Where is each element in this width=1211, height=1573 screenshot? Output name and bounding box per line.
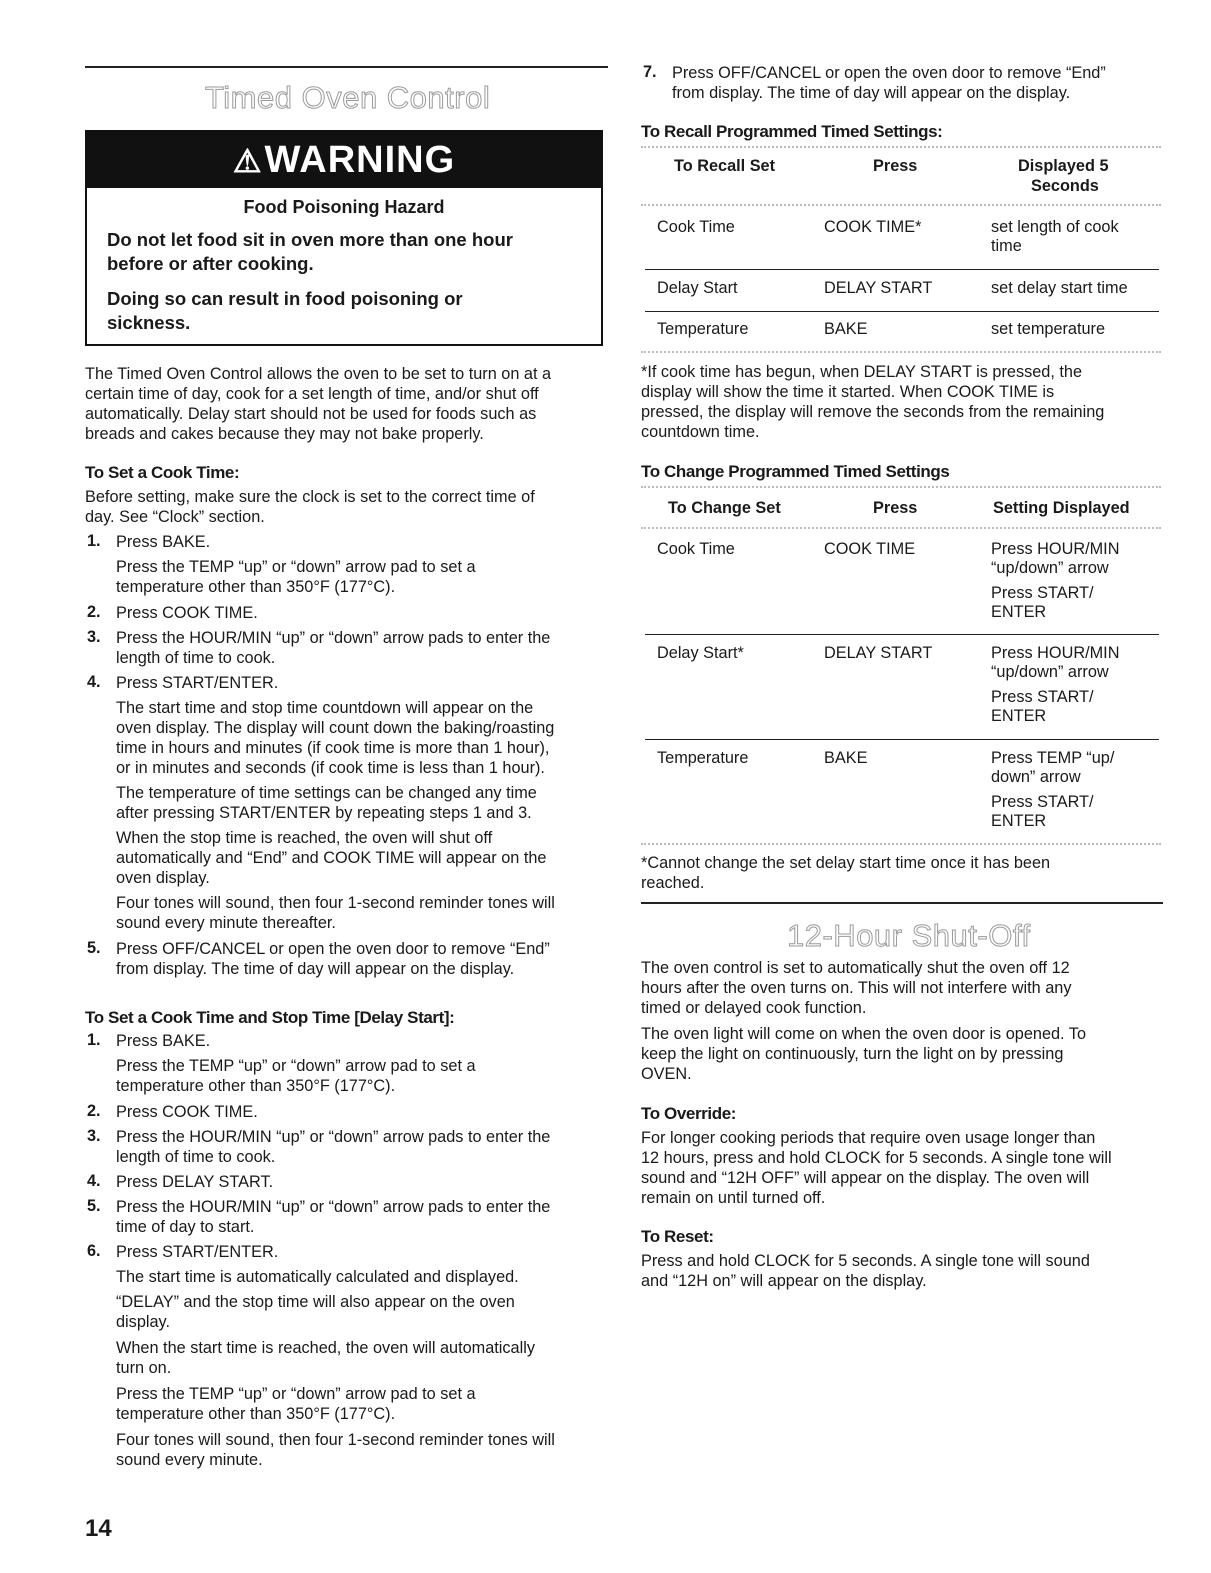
table-divider bbox=[641, 146, 1161, 150]
table-cell: BAKE bbox=[824, 749, 868, 767]
step-text: or in minutes and seconds (if cook time is less than 1 hour). bbox=[116, 759, 545, 777]
recall-header-press: Press bbox=[873, 157, 918, 175]
table-cell: Temperature bbox=[657, 320, 749, 338]
table-cell: ENTER bbox=[991, 707, 1047, 725]
step-text: Press OFF/CANCEL or open the oven door to remove “End” bbox=[116, 940, 550, 958]
step-number: 4. bbox=[87, 673, 101, 691]
step-text: Press the HOUR/MIN “up” or “down” arrow pads to enter the bbox=[116, 629, 551, 647]
table-cell: Cook Time bbox=[657, 540, 735, 558]
reset-paragraph: Press and hold CLOCK for 5 seconds. A single tone will sound and “12H on” will appear on the display. bbox=[641, 1252, 1090, 1290]
table-cell: down” arrow bbox=[991, 768, 1081, 786]
recall-header-displayed: Displayed 5 bbox=[1018, 157, 1109, 175]
table-cell: COOK TIME* bbox=[824, 218, 922, 236]
table-cell: Cook Time bbox=[657, 218, 735, 236]
table-cell: time bbox=[991, 237, 1022, 255]
step-number: 1. bbox=[87, 532, 101, 550]
warning-label: WARNING bbox=[264, 139, 456, 181]
table-row-rule bbox=[645, 739, 1159, 740]
change-header-press: Press bbox=[873, 499, 918, 517]
step-text: turn on. bbox=[116, 1359, 172, 1377]
top-rule bbox=[85, 66, 608, 68]
warning-box bbox=[85, 130, 603, 346]
table-cell: ENTER bbox=[991, 812, 1047, 830]
table-cell: Delay Start* bbox=[657, 644, 744, 662]
change-header-set: To Change Set bbox=[668, 499, 781, 517]
step-text: The start time and stop time countdown will appear on the bbox=[116, 699, 534, 717]
step-text: time of day to start. bbox=[116, 1218, 255, 1236]
table-divider bbox=[641, 351, 1161, 355]
table-divider bbox=[641, 527, 1161, 531]
step-text: temperature other than 350°F (177°C). bbox=[116, 1077, 396, 1095]
table-cell: COOK TIME bbox=[824, 540, 916, 558]
table-cell: set delay start time bbox=[991, 279, 1128, 297]
step-text: The temperature of time settings can be changed any time bbox=[116, 784, 537, 802]
step-text: “DELAY” and the stop time will also appear on the oven bbox=[116, 1293, 515, 1311]
step-text: Press BAKE. bbox=[116, 533, 211, 551]
step-text: sound every minute. bbox=[116, 1451, 263, 1469]
step-text: temperature other than 350°F (177°C). bbox=[116, 578, 396, 596]
intro-paragraph: The Timed Oven Control allows the oven to be set to turn on at a certain time of day, cook for a set length of time, and/or shut off automatically. Delay start should not be used for foods such as breads and cakes because they may not bake properly. bbox=[85, 365, 552, 443]
step-text: Press DELAY START. bbox=[116, 1173, 274, 1191]
change-heading: To Change Programmed Timed Settings bbox=[641, 462, 950, 481]
recall-heading: To Recall Programmed Timed Settings: bbox=[641, 122, 943, 141]
table-cell: Delay Start bbox=[657, 279, 738, 297]
step-number: 7. bbox=[643, 63, 657, 81]
step-number: 3. bbox=[87, 1127, 101, 1145]
step-text: Press START/ENTER. bbox=[116, 674, 279, 692]
step-number: 2. bbox=[87, 1102, 101, 1120]
step-text: sound every minute thereafter. bbox=[116, 914, 336, 932]
reset-heading: To Reset: bbox=[641, 1227, 714, 1246]
warning-banner bbox=[87, 132, 601, 188]
table-cell: BAKE bbox=[824, 320, 868, 338]
table-cell: DELAY START bbox=[824, 644, 933, 662]
warning-text: sickness. bbox=[107, 312, 191, 333]
step-text: temperature other than 350°F (177°C). bbox=[116, 1405, 396, 1423]
step-number: 5. bbox=[87, 1197, 101, 1215]
step-text: Press OFF/CANCEL or open the oven door to remove “End” bbox=[672, 64, 1106, 82]
step-text: Press COOK TIME. bbox=[116, 604, 258, 622]
step-number: 4. bbox=[87, 1172, 101, 1190]
table-cell: “up/down” arrow bbox=[991, 559, 1109, 577]
cook-time-intro: Before setting, make sure the clock is set to the correct time of day. See “Clock” section. bbox=[85, 488, 535, 526]
step-text: The start time is automatically calculated and displayed. bbox=[116, 1268, 519, 1286]
step-text: Four tones will sound, then four 1-second reminder tones will bbox=[116, 894, 555, 912]
shutoff-paragraph-1: The oven control is set to automatically shut the oven off 12 hours after the oven turns on. This will not interfere with any timed or delayed cook function. bbox=[641, 959, 1072, 1017]
step-text: length of time to cook. bbox=[116, 1148, 276, 1166]
table-row-rule bbox=[645, 634, 1159, 635]
section-title: Timed Oven Control bbox=[205, 80, 491, 115]
warning-triangle-icon: ⚠ bbox=[232, 143, 263, 179]
shutoff-paragraph-2: The oven light will come on when the oven door is opened. To keep the light on continuously, turn the light on by pressing OVEN. bbox=[641, 1025, 1086, 1083]
table-divider bbox=[641, 843, 1161, 847]
table-cell: set length of cook bbox=[991, 218, 1119, 236]
table-cell: DELAY START bbox=[824, 279, 933, 297]
table-cell: Press HOUR/MIN bbox=[991, 540, 1120, 558]
table-divider bbox=[641, 204, 1161, 208]
step-text: from display. The time of day will appear on the display. bbox=[672, 84, 1071, 102]
section-rule bbox=[641, 902, 1163, 904]
step-text: Press the HOUR/MIN “up” or “down” arrow pads to enter the bbox=[116, 1198, 551, 1216]
step-text: time in hours and minutes (if cook time is more than 1 hour), bbox=[116, 739, 550, 757]
override-paragraph: For longer cooking periods that require oven usage longer than 12 hours, press and hold CLOCK for 5 seconds. A single tone will sound and “12H OFF” will appear on the display. The oven will remain on until turned off. bbox=[641, 1129, 1112, 1207]
table-row-rule bbox=[645, 311, 1159, 312]
override-heading: To Override: bbox=[641, 1104, 737, 1123]
step-text: Press the TEMP “up” or “down” arrow pad to set a bbox=[116, 1385, 476, 1403]
table-cell: Press START/ bbox=[991, 688, 1094, 706]
table-row-rule bbox=[645, 269, 1159, 270]
table-cell: Temperature bbox=[657, 749, 749, 767]
step-number: 3. bbox=[87, 628, 101, 646]
recall-footnote: *If cook time has begun, when DELAY START is pressed, the display will show the time it started. When COOK TIME is pressed, the display will remove the seconds from the remaining countdown time. bbox=[641, 363, 1105, 441]
table-divider bbox=[641, 486, 1161, 490]
table-cell: Press TEMP “up/ bbox=[991, 749, 1115, 767]
warning-text: Do not let food sit in oven more than one hour bbox=[107, 229, 513, 250]
step-text: Press BAKE. bbox=[116, 1032, 211, 1050]
step-text: Four tones will sound, then four 1-second reminder tones will bbox=[116, 1431, 555, 1449]
step-number: 1. bbox=[87, 1031, 101, 1049]
table-cell: Press HOUR/MIN bbox=[991, 644, 1120, 662]
step-number: 6. bbox=[87, 1242, 101, 1260]
step-text: Press the TEMP “up” or “down” arrow pad to set a bbox=[116, 558, 476, 576]
step-text: after pressing START/ENTER by repeating steps 1 and 3. bbox=[116, 804, 532, 822]
warning-text: before or after cooking. bbox=[107, 253, 314, 274]
table-cell: Press START/ bbox=[991, 584, 1094, 602]
step-text: Press START/ENTER. bbox=[116, 1243, 279, 1261]
warning-text: Doing so can result in food poisoning or bbox=[107, 288, 463, 309]
change-header-displayed: Setting Displayed bbox=[993, 499, 1130, 517]
recall-header-displayed: Seconds bbox=[1031, 177, 1099, 195]
table-cell: Press START/ bbox=[991, 793, 1094, 811]
step-text: Press the TEMP “up” or “down” arrow pad to set a bbox=[116, 1057, 476, 1075]
step-text: oven display. bbox=[116, 869, 210, 887]
delay-start-heading: To Set a Cook Time and Stop Time [Delay Start]: bbox=[85, 1008, 455, 1027]
step-text: Press the HOUR/MIN “up” or “down” arrow pads to enter the bbox=[116, 1128, 551, 1146]
step-text: When the start time is reached, the oven will automatically bbox=[116, 1339, 535, 1357]
step-text: automatically and “End” and COOK TIME will appear on the bbox=[116, 849, 547, 867]
table-cell: ENTER bbox=[991, 603, 1047, 621]
table-cell: set temperature bbox=[991, 320, 1106, 338]
step-text: length of time to cook. bbox=[116, 649, 276, 667]
step-text: oven display. The display will count down the baking/roasting bbox=[116, 719, 555, 737]
step-text: When the stop time is reached, the oven will shut off bbox=[116, 829, 493, 847]
step-number: 5. bbox=[87, 939, 101, 957]
table-cell: “up/down” arrow bbox=[991, 663, 1109, 681]
shutoff-title: 12-Hour Shut-Off bbox=[787, 918, 1031, 953]
cook-time-heading: To Set a Cook Time: bbox=[85, 463, 240, 482]
step-number: 2. bbox=[87, 603, 101, 621]
step-text: display. bbox=[116, 1313, 170, 1331]
step-text: Press COOK TIME. bbox=[116, 1103, 258, 1121]
step-text: from display. The time of day will appear on the display. bbox=[116, 960, 515, 978]
hazard-title: Food Poisoning Hazard bbox=[243, 197, 445, 217]
page-number: 14 bbox=[85, 1515, 112, 1542]
change-footnote: *Cannot change the set delay start time once it has been reached. bbox=[641, 854, 1051, 892]
recall-header-set: To Recall Set bbox=[674, 157, 776, 175]
